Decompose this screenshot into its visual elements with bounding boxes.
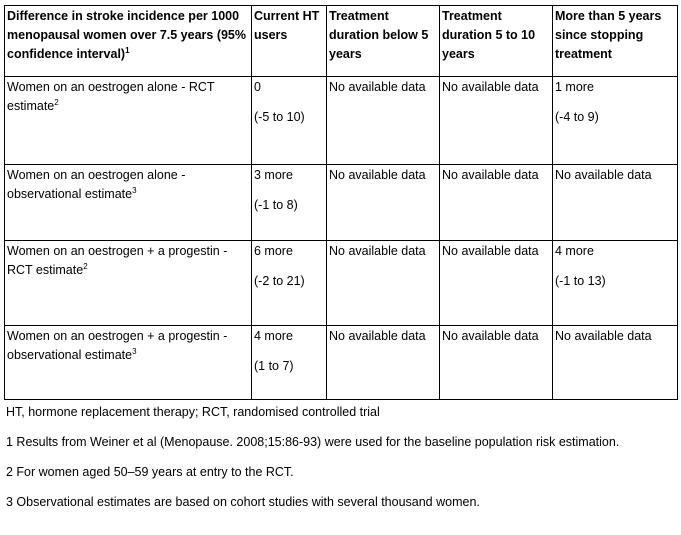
cell-after-stopping: No available data	[553, 326, 678, 400]
header-duration-5-to-10: Treatment duration 5 to 10 years	[440, 6, 553, 77]
table-footnotes	[6, 403, 676, 523]
confidence-interval: (-2 to 21)	[254, 274, 305, 288]
abbreviations-note: HT, hormone replacement therapy; RCT, randomised controlled trial	[6, 405, 380, 419]
cell-current-users: 3 more (-1 to 8)	[252, 165, 327, 241]
table-row	[5, 77, 678, 165]
row-label: Women on an oestrogen alone - RCT estimate$^2$	[5, 77, 252, 165]
table-header-row	[5, 6, 678, 77]
stroke-incidence-table	[4, 5, 678, 400]
cell-duration-below-5: No available data	[327, 165, 440, 241]
footnote-marker: 3	[132, 346, 137, 356]
cell-duration-below-5: No available data	[327, 77, 440, 165]
header-population: Difference in stroke incidence per 1000 menopausal women over 7.5 years (95% confidence interval)$^1$	[5, 6, 252, 77]
footnote-2: 2 For women aged 50–59 years at entry to the RCT.	[6, 465, 294, 479]
confidence-interval: (-1 to 8)	[254, 198, 298, 212]
footnote-1: 1 Results from Weiner et al (Menopause. 2008;15:86-93) were used for the baseline population risk estimation.	[6, 435, 620, 449]
table-row	[5, 165, 678, 241]
cell-duration-below-5: No available data	[327, 241, 440, 326]
cell-after-stopping: 1 more (-4 to 9)	[553, 77, 678, 165]
cell-duration-5-to-10: No available data	[440, 165, 553, 241]
confidence-interval: (-4 to 9)	[555, 110, 599, 124]
row-label: Women on an oestrogen + a progestin - observational estimate$^3$	[5, 326, 252, 400]
footnote-3: 3 Observational estimates are based on cohort studies with several thousand women.	[6, 495, 480, 509]
table-row	[5, 241, 678, 326]
cell-duration-5-to-10: No available data	[440, 241, 553, 326]
cell-after-stopping: No available data	[553, 165, 678, 241]
footnote-marker: 2	[54, 97, 59, 107]
footnote-marker: 1	[125, 45, 130, 55]
confidence-interval: (-1 to 13)	[555, 274, 606, 288]
cell-duration-below-5: No available data	[327, 326, 440, 400]
confidence-interval: (-5 to 10)	[254, 110, 305, 124]
cell-current-users: 4 more (1 to 7)	[252, 326, 327, 400]
footnote-marker: 3	[132, 185, 137, 195]
row-label: Women on an oestrogen alone - observational estimate$^3$	[5, 165, 252, 241]
cell-current-users: 6 more (-2 to 21)	[252, 241, 327, 326]
header-duration-below-5: Treatment duration below 5 years	[327, 6, 440, 77]
cell-duration-5-to-10: No available data	[440, 77, 553, 165]
footnote-marker: 2	[83, 261, 88, 271]
cell-current-users: 0 (-5 to 10)	[252, 77, 327, 165]
header-current-users: Current HT users	[252, 6, 327, 77]
header-after-stopping: More than 5 years since stopping treatment	[553, 6, 678, 77]
table-row	[5, 326, 678, 400]
cell-after-stopping: 4 more (-1 to 13)	[553, 241, 678, 326]
row-label: Women on an oestrogen + a progestin - RCT estimate$^2$	[5, 241, 252, 326]
cell-duration-5-to-10: No available data	[440, 326, 553, 400]
confidence-interval: (1 to 7)	[254, 359, 294, 373]
